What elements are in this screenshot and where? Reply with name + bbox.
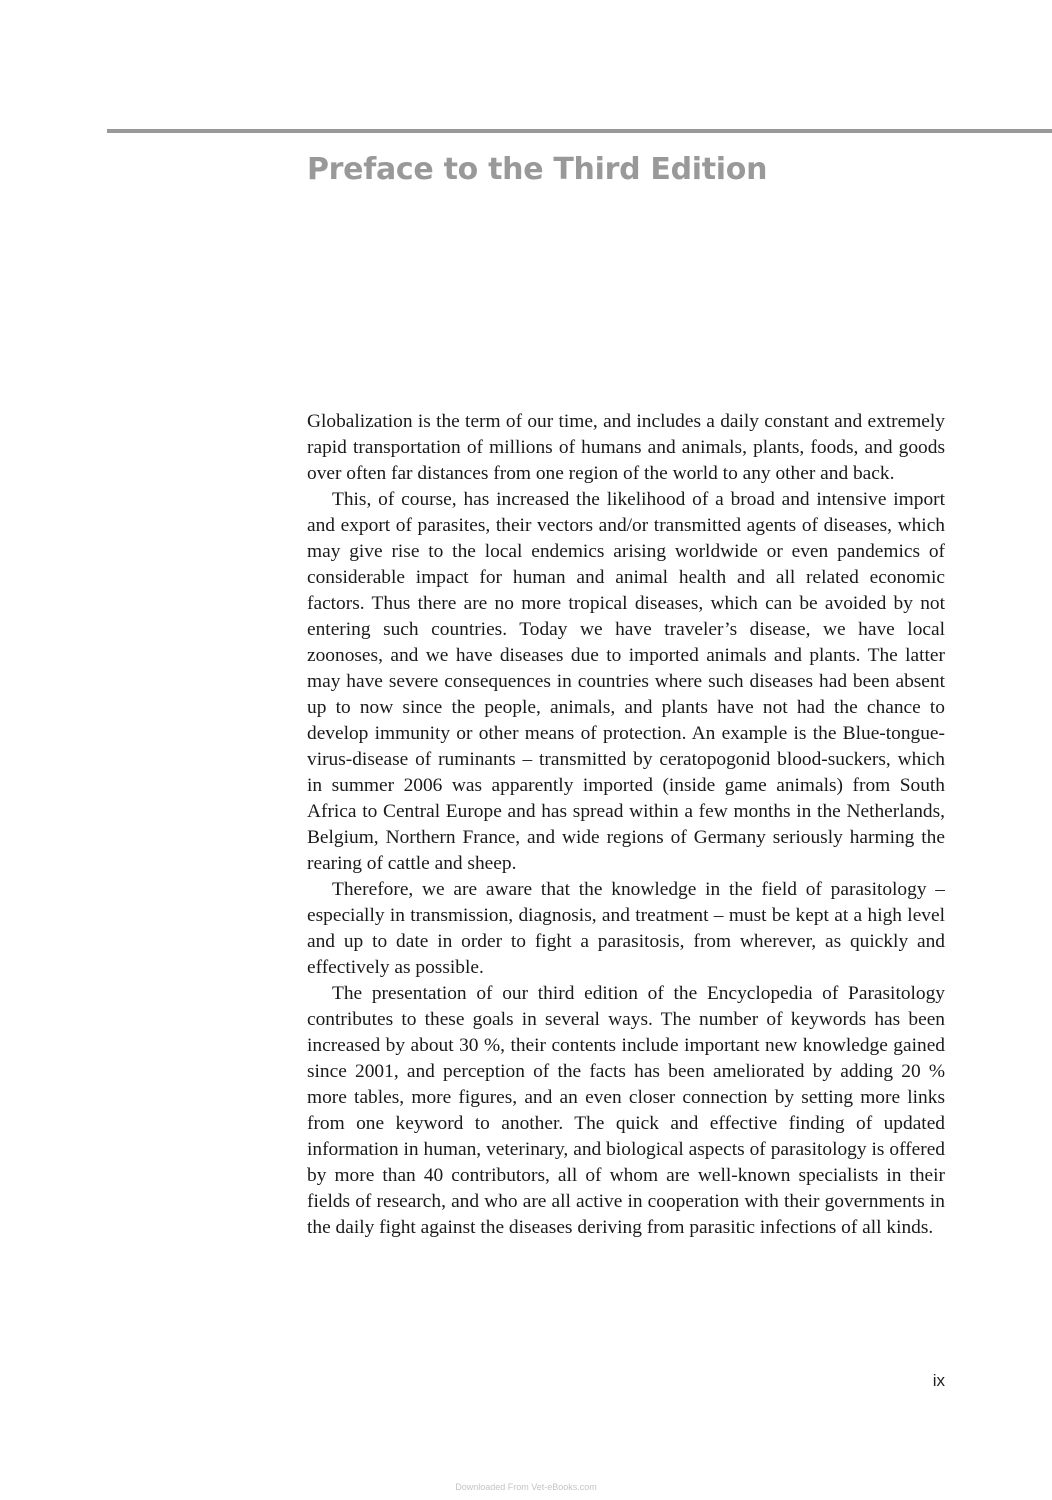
paragraph: The presentation of our third edition of the Encyclopedia of Parasitology contributes to these goals in several ways. The number of keywords has been increased by about 30 %, their contents include important new knowledge gained since 2001, and perception of the facts has been ameliorated by adding 20 % more tables, more figures, and an even closer connection by setting more links from one keyword to another. The quick and effective finding of updated information in human, veterinary, and biological aspects of parasitology is offered by more than 40 contributors, all of whom are well-known specialists in their fields of research, and who are all active in cooperation with their governments in the daily fight against the diseases deriving from parasitic infections of all kinds. xyxy=(307,983,945,1238)
page-title: Preface to the Third Edition xyxy=(307,152,768,187)
paragraph: Globalization is the term of our time, and includes a daily constant and extremely rapid transportation of millions of humans and animals, plants, foods, and goods over often far distances from one region of the world to any other and back. xyxy=(307,411,945,484)
paragraph: Therefore, we are aware that the knowledge in the field of parasitology – especially in transmission, diagnosis, and treatment – must be kept at a high level and up to date in order to fight a parasitosis, from wherever, as quickly and effectively as possible. xyxy=(307,879,945,978)
page-number: ix xyxy=(932,1371,945,1390)
body-text xyxy=(307,409,945,1241)
paragraph: This, of course, has increased the likelihood of a broad and intensive import and export of parasites, their vectors and/or transmitted agents of diseases, which may give rise to the local endemics arising worldwide or even pandemics of considerable impact for human and animal health and all related economic factors. Thus there are no more tropical diseases, which can be avoided by not entering such countries. Today we have traveler’s disease, we have local zoonoses, and we have diseases due to imported animals and plants. The latter may have severe consequences in countries where such diseases had been absent up to now since the people, animals, and plants have not had the chance to develop immunity or other means of protection. An example is the Blue-tongue-virus-disease of ruminants – transmitted by ceratopogonid blood-suckers, which in summer 2006 was apparently imported (inside game animals) from South Africa to Central Europe and has spread within a few months in the Netherlands, Belgium, Northern France, and wide regions of Germany seriously harming the rearing of cattle and sheep. xyxy=(307,489,945,874)
download-source-note: Downloaded From Vet-eBooks.com xyxy=(455,1482,597,1492)
header-rule xyxy=(107,129,1052,133)
